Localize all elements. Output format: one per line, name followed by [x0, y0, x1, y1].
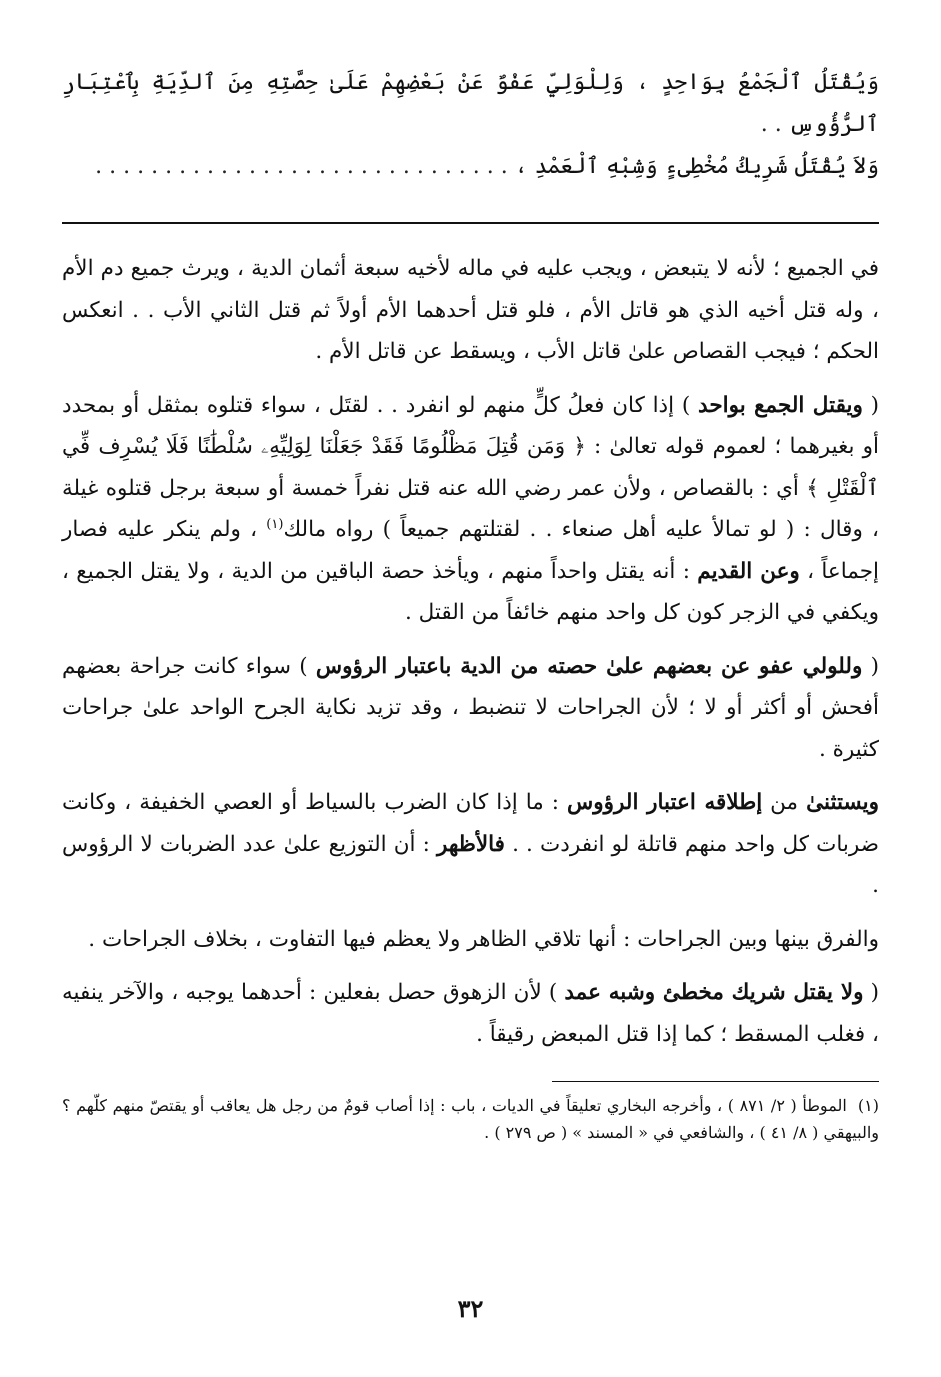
- footnote: [62, 1092, 879, 1146]
- matn-text: [62, 62, 879, 188]
- footnote-reference[interactable]: (١): [266, 516, 284, 532]
- sharh-paragraph-2: [62, 385, 879, 634]
- sharh-commentary: [62, 248, 879, 1055]
- matn-line-2-text: وَلاَ يُقْتَلُ شَرِيكُ مُخْطِىءٍ وَشِبْهِ ٱلْعَمْدِ ،: [514, 154, 879, 179]
- sharh-paragraph-3: [62, 646, 879, 771]
- footnote-text: الموطأ ( ٢/ ٨٧١ ) ، وأخرجه البخاري تعليقاً في الديات ، باب : إذا أصاب قومٌ من رجل هل يعاقب أو يقتصّ منهم كلّهم ؟ والبيهقي ( ٨/ ٤١ ) ، والشافعي في « المسند » ( ص ٢٧٩ ) .: [62, 1096, 879, 1142]
- p4-text-a: من: [762, 790, 807, 815]
- p2-text-a: ) إذا كان فعلُ كلٍّ منهم لو انفرد . . لقتَل ، سواء قتلوه بمثقل أو بمحدد أو بغيرهما ؛ لعموم قوله تعالىٰ : ﴿ وَمَن قُتِلَ مَظْلُومًا فَقَدْ جَعَلْنَا لِوَلِيِّهِۦ سُلْطَٰنًا فَلَا يُسْرِف فِّي ٱلْقَتْلِ ﴾ أي : بالقصاص ، ولأن عمر رضي الله عنه قتل نفراً خمسة أو سبعة برجل قتلوه غيلة ، وقال : ( لو تمالأ عليه أهل صنعاء . . لقتلتهم جميعاً ) رواه مالك: [62, 392, 879, 542]
- footnote-number: (١): [857, 1096, 880, 1115]
- p4-bold-azhar: فالأظهر: [436, 831, 505, 857]
- p2-text-b: ، ولم ينكر عليه فصار إجماعاً ،: [62, 517, 879, 584]
- matn-line-1-text: وَيُقْتَلُ ٱلْجَمْعُ بِوَاحِدٍ ، وَلِلْوَلِيِّ عَفْوٌ عَنْ بَعْضِهِمْ عَلَىٰ حِصَّتِهِ مِنَ ٱلدِّيَةِ بِٱعْتِبَارِ ٱلرُّؤُوسِ: [62, 70, 879, 137]
- p2-open-paren: (: [862, 392, 879, 418]
- p6-matn-quote: ولا يقتل شريك مخطئ وشبه عمد: [564, 980, 864, 1005]
- p2-text-c: : أنه يقتل واحداً منهم ، ويأخذ حصة الباقين من الدية ، ولا يقتل الجميع ، ويكفي في الزجر كون كل واحد منهم خائفاً من القتل .: [62, 558, 879, 625]
- matn-line-2: [62, 146, 879, 188]
- p3-matn-quote: وللولي عفو عن بعضهم علىٰ حصته من الدية باعتبار الرؤوس: [315, 653, 863, 679]
- sharh-paragraph-4: [62, 782, 879, 907]
- p4-text-c: : أن التوزيع علىٰ عدد الضربات لا الرؤوس .: [62, 831, 879, 898]
- footnote-1: [62, 1092, 879, 1146]
- matn-line-1: [62, 62, 879, 146]
- footnote-separator-rule: [552, 1081, 879, 1082]
- matn-line-1-dots: . .: [760, 112, 782, 137]
- sharh-paragraph-5: والفرق بينها وبين الجراحات : أنها تلاقي الظاهر ولا يعظم فيها التفاوت ، بخلاف الجراحات .: [88, 926, 879, 952]
- p4-text-b: : ما إذا كان الضرب بالسياط أو العصي الخفيفة ، وكانت ضربات كل واحد منهم قاتلة لو انفردت . .: [62, 790, 879, 857]
- p3-text-a: ) سواء كانت جراحة بعضهم أفحش أو أكثر أو لا ؛ لأن الجراحات لا تنضبط ، وقد تزيد نكاية الجرح الواحد علىٰ جراحات كثيرة .: [62, 653, 879, 762]
- p3-open-paren: (: [862, 653, 879, 679]
- p2-matn-quote: ويقتل الجمع بواحد: [698, 392, 863, 418]
- sharh-paragraph-6: [62, 972, 879, 1055]
- p6-text-a: ) لأن الزهوق حصل بفعلين : أحدهما يوجبه ، والآخر ينفيه ، فغلب المسقط ؛ كما إذا قتل المبعض رقيقاً .: [62, 980, 879, 1047]
- p2-bold-qadim: وعن القديم: [697, 558, 800, 584]
- p4-bold-itlaq: إطلاقه اعتبار الرؤوس: [567, 790, 763, 815]
- page-number: ٣٢: [457, 1294, 484, 1323]
- p6-open-paren: (: [863, 980, 879, 1005]
- p4-bold-yustathna: ويستثنىٰ: [806, 790, 880, 815]
- matn-separator-rule: [62, 222, 879, 224]
- matn-line-2-dots: . . . . . . . . . . . . . . . . . . . . . . . . . . . . . .: [95, 154, 508, 179]
- sharh-paragraph-1: في الجميع ؛ لأنه لا يتبعض ، ويجب عليه في ماله لأخيه سبعة أثمان الدية ، ويرث جميع دم الأم ، وله قتل أخيه الذي هو قاتل الأم ، فلو قتل أحدهما الأم أولاً ثم قتل الثاني الأب . . انعكس الحكم ؛ فيجب القصاص علىٰ قاتل الأب ، ويسقط عن قاتل الأم .: [62, 256, 879, 364]
